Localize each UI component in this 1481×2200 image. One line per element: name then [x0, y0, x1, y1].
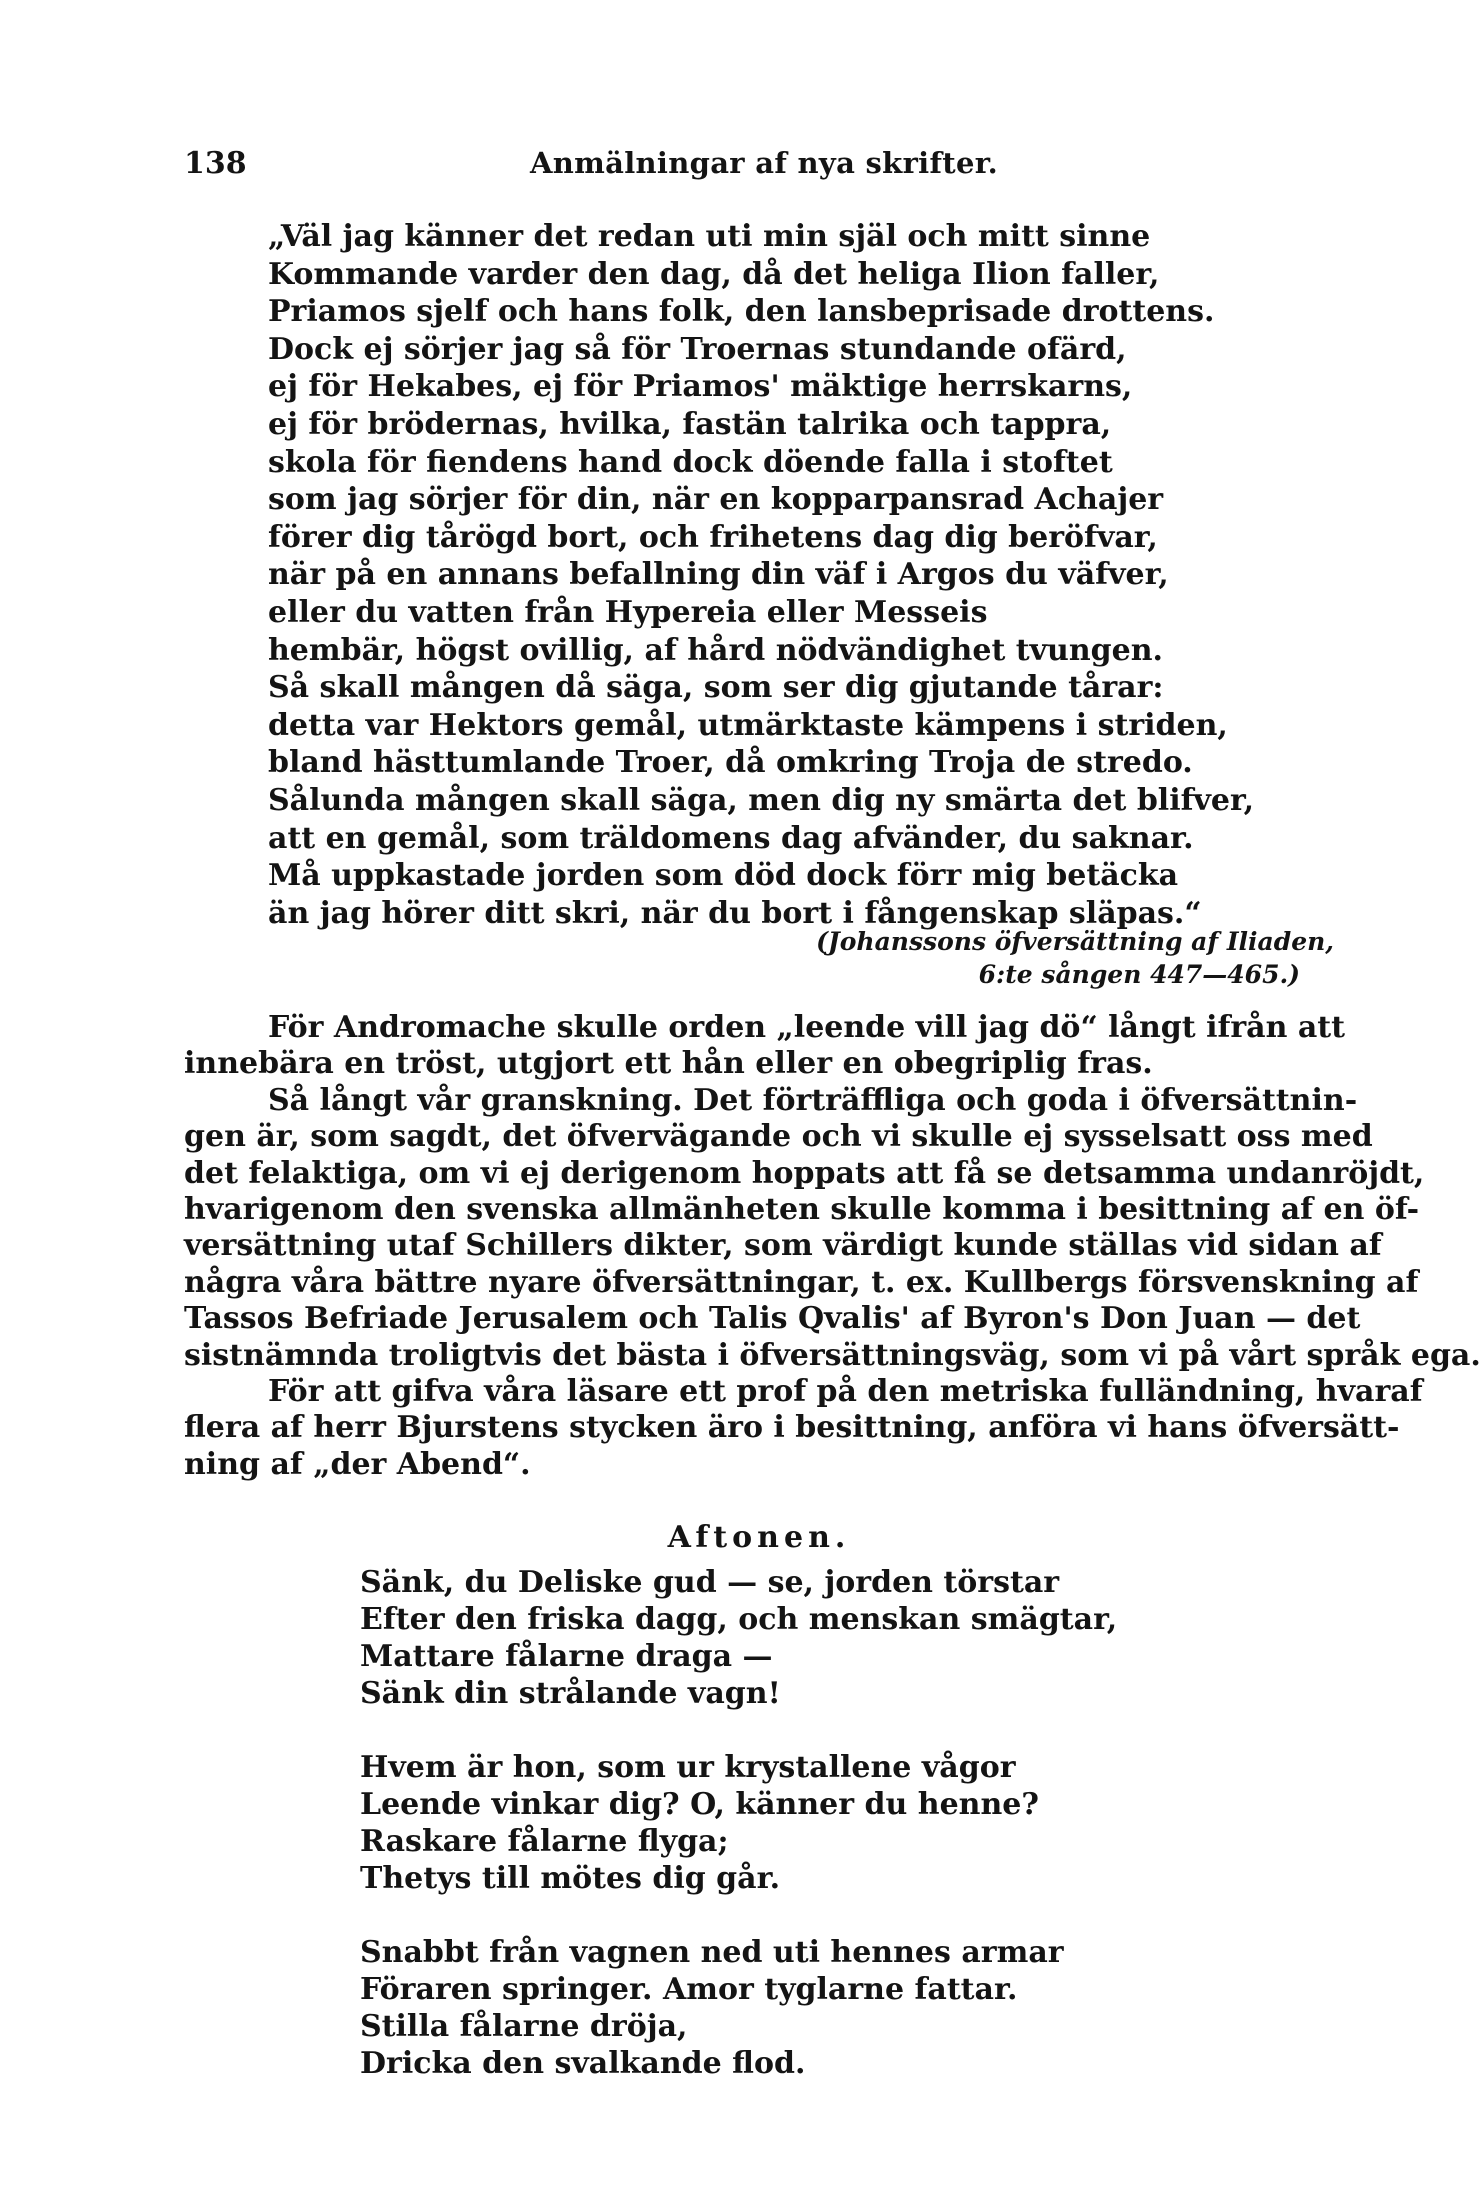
quote-line: skola för fiendens hand dock döende falla i stoftet	[268, 444, 1113, 480]
poem-line: Thetys till mötes dig går.	[360, 1861, 781, 1896]
paragraph-line: ning af „der Abend“.	[184, 1446, 531, 1482]
paragraph-line: hvarigenom den svenska allmänheten skulle komma i besittning af en öf-	[184, 1191, 1420, 1227]
stanza-break	[360, 1897, 1320, 1934]
quote-line: Sålunda mången skall säga, men dig ny smärta det blifver,	[268, 782, 1255, 818]
poem-line: Hvem är hon, som ur krystallene vågor	[360, 1750, 1016, 1785]
paragraph-line: flera af herr Bjurstens stycken äro i besittning, anföra vi hans öfversätt-	[184, 1410, 1400, 1446]
quote-line: att en gemål, som träldomens dag afvänder, du saknar.	[268, 820, 1194, 856]
paragraph-line: sistnämnda troligtvis det bästa i öfversättningsväg, som vi på vårt språk ega.	[184, 1337, 1481, 1373]
poem-line: Stilla fålarne dröja,	[360, 2009, 688, 2044]
quote-line: Kommande varder den dag, då det heliga Ilion faller,	[268, 256, 1160, 292]
poem	[360, 1564, 1320, 2082]
quote-line: som jag sörjer för din, när en kopparpansrad Achajer	[268, 482, 1164, 518]
quote-line: när på en annans befallning din väf i Argos du väfver,	[268, 557, 1169, 593]
quote-line: förer dig tårögd bort, och frihetens dag dig beröfvar,	[268, 519, 1158, 555]
poem-line: Dricka den svalkande flod.	[360, 2046, 806, 2081]
paragraph-line: För Andromache skulle orden „leende vill jag dö“ långt ifrån att	[268, 1010, 1346, 1045]
poem-line: Raskare fålarne flyga;	[360, 1824, 729, 1859]
iliad-quotation	[268, 218, 1334, 932]
quote-line: än jag hörer ditt skri, när du bort i fångenskap släpas.“	[268, 895, 1202, 931]
poem-line: Efter den friska dagg, och menskan smägtar,	[360, 1602, 1118, 1637]
quote-line: ej för Hekabes, ej för Priamos' mäktige herrskarns,	[268, 369, 1133, 405]
quote-line: ej för brödernas, hvilka, fastän talrika och tappra,	[268, 406, 1112, 442]
quote-line: detta var Hektors gemål, utmärktaste kämpens i striden,	[268, 707, 1228, 743]
paragraph-line: versättning utaf Schillers dikter, som värdigt kunde ställas vid sidan af	[184, 1228, 1382, 1264]
paragraph-line: Så långt vår granskning. Det förträffliga och goda i öfversättnin-	[268, 1082, 1358, 1118]
paragraph-line: För att gifva våra läsare ett prof på den metriska fulländning, hvaraf	[268, 1373, 1423, 1409]
paragraph-line: Tassos Befriade Jerusalem och Talis Qvalis' af Byron's Don Juan — det	[184, 1301, 1361, 1337]
paragraph-line: det felaktiga, om vi ej derigenom hoppats att få se detsamma undanröjdt,	[184, 1155, 1425, 1191]
poem-line: Mattare fålarne draga —	[360, 1639, 773, 1674]
page-number: 138	[184, 146, 247, 181]
review-body	[184, 1010, 1481, 1483]
quote-citation: (Johanssons öfversättning af Iliaden,	[816, 927, 1334, 956]
quote-citation-continued: 6:te sången 447—465.)	[978, 960, 1300, 989]
paragraph-line: några våra bättre nyare öfversättningar, t. ex. Kullbergs försvenskning af	[184, 1264, 1419, 1300]
paragraph-line: gen är, som sagdt, det öfvervägande och vi skulle ej sysselsatt oss med	[184, 1119, 1373, 1155]
poem-line: Sänk, du Deliske gud — se, jorden törstar	[360, 1565, 1060, 1600]
quote-line: Priamos sjelf och hans folk, den lansbeprisade drottens.	[268, 294, 1215, 330]
poem-line: Sänk din strålande vagn!	[360, 1676, 781, 1711]
poem-line: Snabbt från vagnen ned uti hennes armar	[360, 1935, 1064, 1970]
running-head: Anmälningar af nya skrifter.	[529, 146, 999, 180]
quote-line: Dock ej sörjer jag så för Troernas stundande ofärd,	[268, 331, 1127, 367]
page-header	[184, 146, 1344, 186]
poem-title: Aftonen.	[667, 1520, 851, 1555]
stanza-break	[360, 1712, 1320, 1749]
quote-line: „Väl jag känner det redan uti min själ och mitt sinne	[268, 219, 1151, 254]
quote-line: Så skall mången då säga, som ser dig gjutande tårar:	[268, 670, 1164, 706]
poem-line: Föraren springer. Amor tyglarne fattar.	[360, 1972, 1018, 2007]
quote-line: Må uppkastade jorden som död dock förr mig betäcka	[268, 858, 1179, 894]
poem-line: Leende vinkar dig? O, känner du henne?	[360, 1787, 1039, 1822]
quote-line: bland hästtumlande Troer, då omkring Troja de stredo.	[268, 745, 1193, 781]
quote-line: hembär, högst ovillig, af hård nödvändighet tvungen.	[268, 632, 1163, 668]
paragraph-line: innebära en tröst, utgjort ett hån eller en obegriplig fras.	[184, 1046, 1153, 1082]
quote-line: eller du vatten från Hypereia eller Messeis	[268, 594, 988, 630]
